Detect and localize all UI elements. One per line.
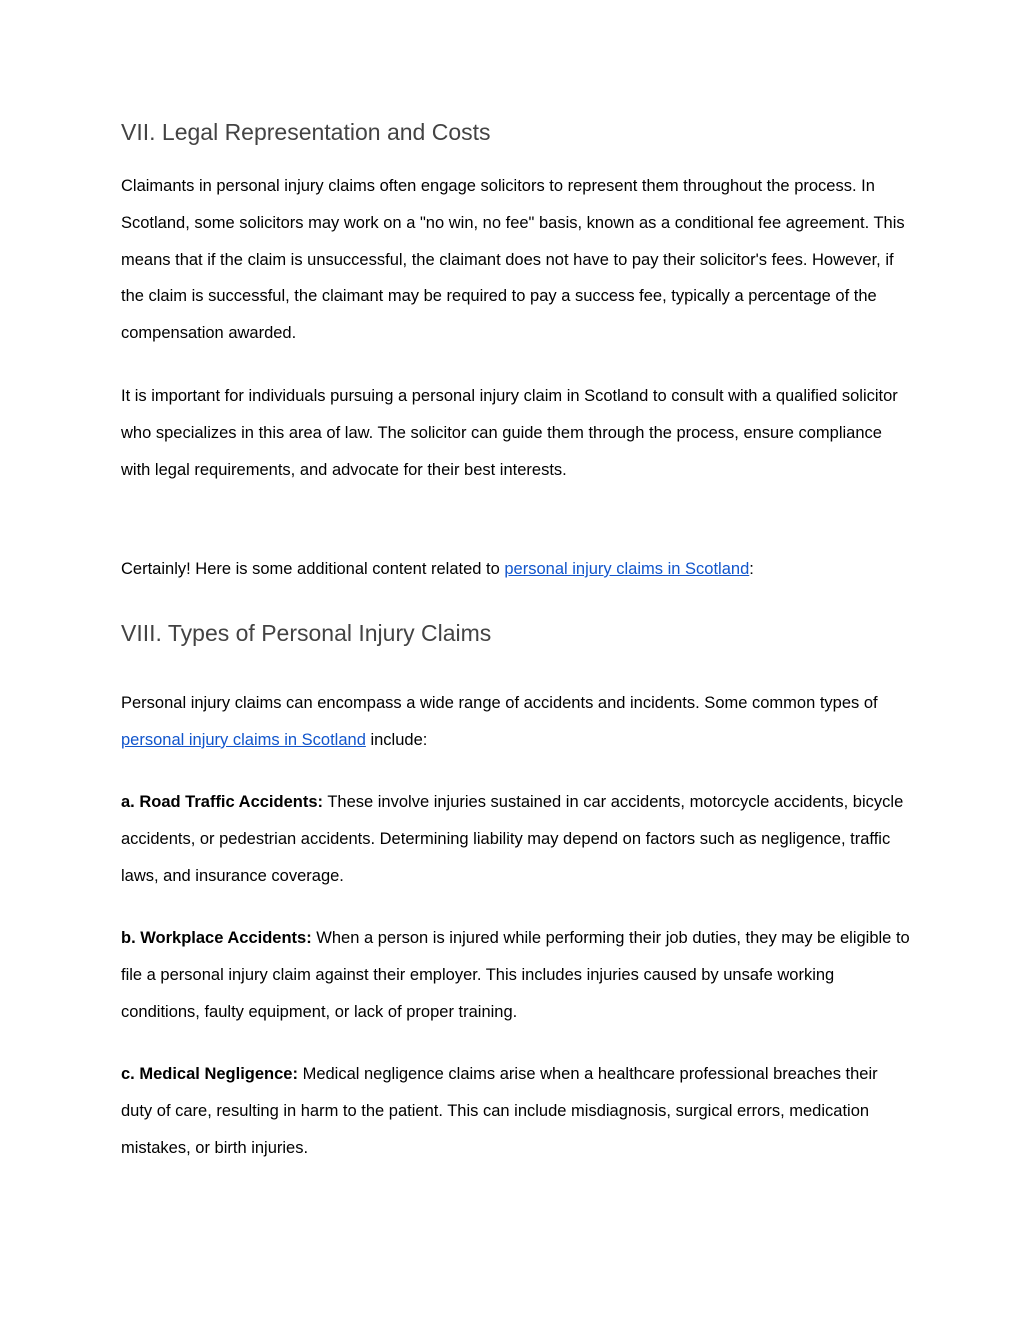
- item-text: When a person is injured while performing their job duties, they may be eligible to file a personal injury claim against their employer. This includes injuries caused by unsafe working conditions, faulty equipment, or lack of proper training.: [121, 929, 910, 1021]
- section-8-heading: VIII. Types of Personal Injury Claims: [121, 620, 492, 646]
- section-7-paragraph-1: Claimants in personal injury claims often engage solicitors to represent them throughout the process. In Scotland, some solicitors may work on a "no win, no fee" basis, known as a conditional fee agreement. This means that if the claim is unsuccessful, the claimant does not have to pay their solicitor's fees. However, if the claim is successful, the claimant may be required to pay a success fee, typically a percentage of the compensation awarded.: [121, 177, 905, 343]
- section-8-text: Personal injury claims can encompass a wide range of accidents and incidents. Some common types of: [121, 694, 878, 712]
- personal-injury-claims-link-2[interactable]: personal injury claims in Scotland: [121, 730, 366, 749]
- list-item: [121, 920, 911, 1030]
- personal-injury-claims-link[interactable]: personal injury claims in Scotland: [504, 560, 750, 578]
- item-title: b. Workplace Accidents:: [121, 929, 312, 947]
- list-item: [121, 784, 911, 894]
- list-item: [121, 1056, 911, 1166]
- intro-paragraph: [121, 551, 911, 588]
- section-7-paragraph-2: It is important for individuals pursuing a personal injury claim in Scotland to consult with a qualified solicitor who specializes in this area of law. The solicitor can guide them through the process, ensure compliance with legal requirements, and advocate for their best interests.: [121, 387, 898, 479]
- intro-text: Certainly! Here is some additional content related to: [121, 560, 505, 578]
- section-7-heading: VII. Legal Representation and Costs: [121, 119, 491, 145]
- item-title: a. Road Traffic Accidents:: [121, 793, 324, 811]
- item-text: These involve injuries sustained in car accidents, motorcycle accidents, bicycle accidents, or pedestrian accidents. Determining liability may depend on factors such as negligence, traffic laws, and insurance coverage.: [121, 793, 904, 885]
- section-8-paragraph-1: [121, 685, 911, 759]
- section-8-text-end: include:: [365, 730, 428, 749]
- intro-text-end: :: [749, 560, 754, 578]
- item-text: Medical negligence claims arise when a healthcare professional breaches their duty of care, resulting in harm to the patient. This can include misdiagnosis, surgical errors, medication mistakes, or birth injuries.: [121, 1065, 878, 1157]
- item-title: c. Medical Negligence:: [121, 1065, 298, 1083]
